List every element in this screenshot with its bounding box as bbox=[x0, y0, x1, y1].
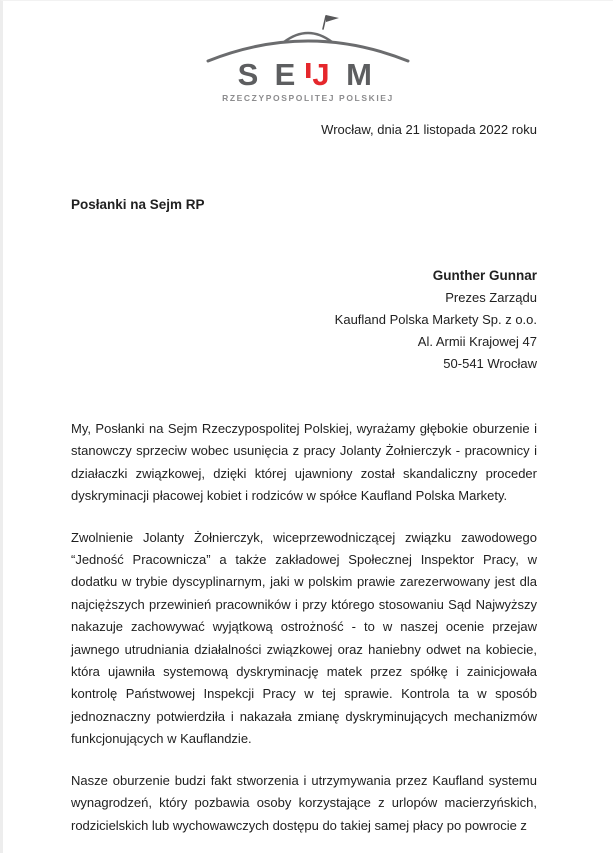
date-line: Wrocław, dnia 21 listopada 2022 roku bbox=[321, 122, 537, 137]
letter-body bbox=[3, 418, 613, 837]
addressee-block bbox=[3, 265, 613, 375]
logo-letter-j: J bbox=[312, 57, 330, 92]
addressee-title: Prezes Zarządu bbox=[445, 290, 537, 305]
sender-heading: Posłanki na Sejm RP bbox=[71, 197, 205, 212]
flag-icon bbox=[326, 15, 339, 22]
body-paragraph-1: My, Posłanki na Sejm Rzeczypospolitej Polskiej, wyrażamy głębokie oburzenie i stanowczy sprzeciw wobec usunięcia z pracy Jolanty Żołnierczyk - pracownicy i działaczki związkowej, dzięki której ujawniony został skandaliczny proceder dyskryminacji płacowej kobiet i rodziców w spółce Kaufland Polska Markety. bbox=[71, 421, 537, 504]
logo-letter-m: M bbox=[346, 57, 372, 92]
flagpole-icon bbox=[323, 16, 326, 29]
logo-letter-e: E bbox=[274, 57, 296, 92]
logo-subtitle: RZECZYPOSPOLITEJ POLSKIEJ bbox=[222, 93, 394, 103]
addressee-street: Al. Armii Krajowej 47 bbox=[417, 334, 537, 349]
addressee-company: Kaufland Polska Markety Sp. z o.o. bbox=[334, 312, 537, 327]
addressee-city: 50-541 Wrocław bbox=[443, 356, 537, 371]
logo-letter-s: S bbox=[237, 57, 259, 92]
body-paragraph-2: Zwolnienie Jolanty Żołnierczyk, wiceprzewodniczącej związku zawodowego “Jedność Pracownicza” a także zakładowej Społecznej Inspektor Pracy, w dodatku w trybie dyscyplinarnym, jaki w polskim prawie zarezerwowany jest dla najcięższych przewinień pracowników i przy którego stosowaniu Sąd Najwyższy nakazuje zachowywać wyjątkową ostrożność - to w naszej ocenie przejaw jawnego utrudniania działalności związkowej oraz haniebny odwet na kobiecie, która ujawniła systemową dyskryminację matek przez spółkę i zainicjowała kontrolę Państwowej Inspekcji Pracy w tej sprawie. Kontrola ta w sposób jednoznaczny potwierdziła i nakazała zmianę dyskryminujących mechanizmów funkcjonujących w Kauflandzie. bbox=[71, 529, 537, 747]
sejm-logo bbox=[3, 1, 613, 110]
sejm-logo-graphic bbox=[198, 13, 418, 105]
body-paragraph-3: Nasze oburzenie budzi fakt stworzenia i utrzymywania przez Kaufland systemu wynagrodzeń, który pozbawia osoby korzystające z urlopów macierzyńskich, rodzicielskich lub wychowawczych dostępu do takiej samej płacy po powrocie z bbox=[71, 772, 537, 833]
logo-j-bar bbox=[306, 63, 311, 78]
addressee-name: Gunther Gunnar bbox=[432, 268, 537, 283]
